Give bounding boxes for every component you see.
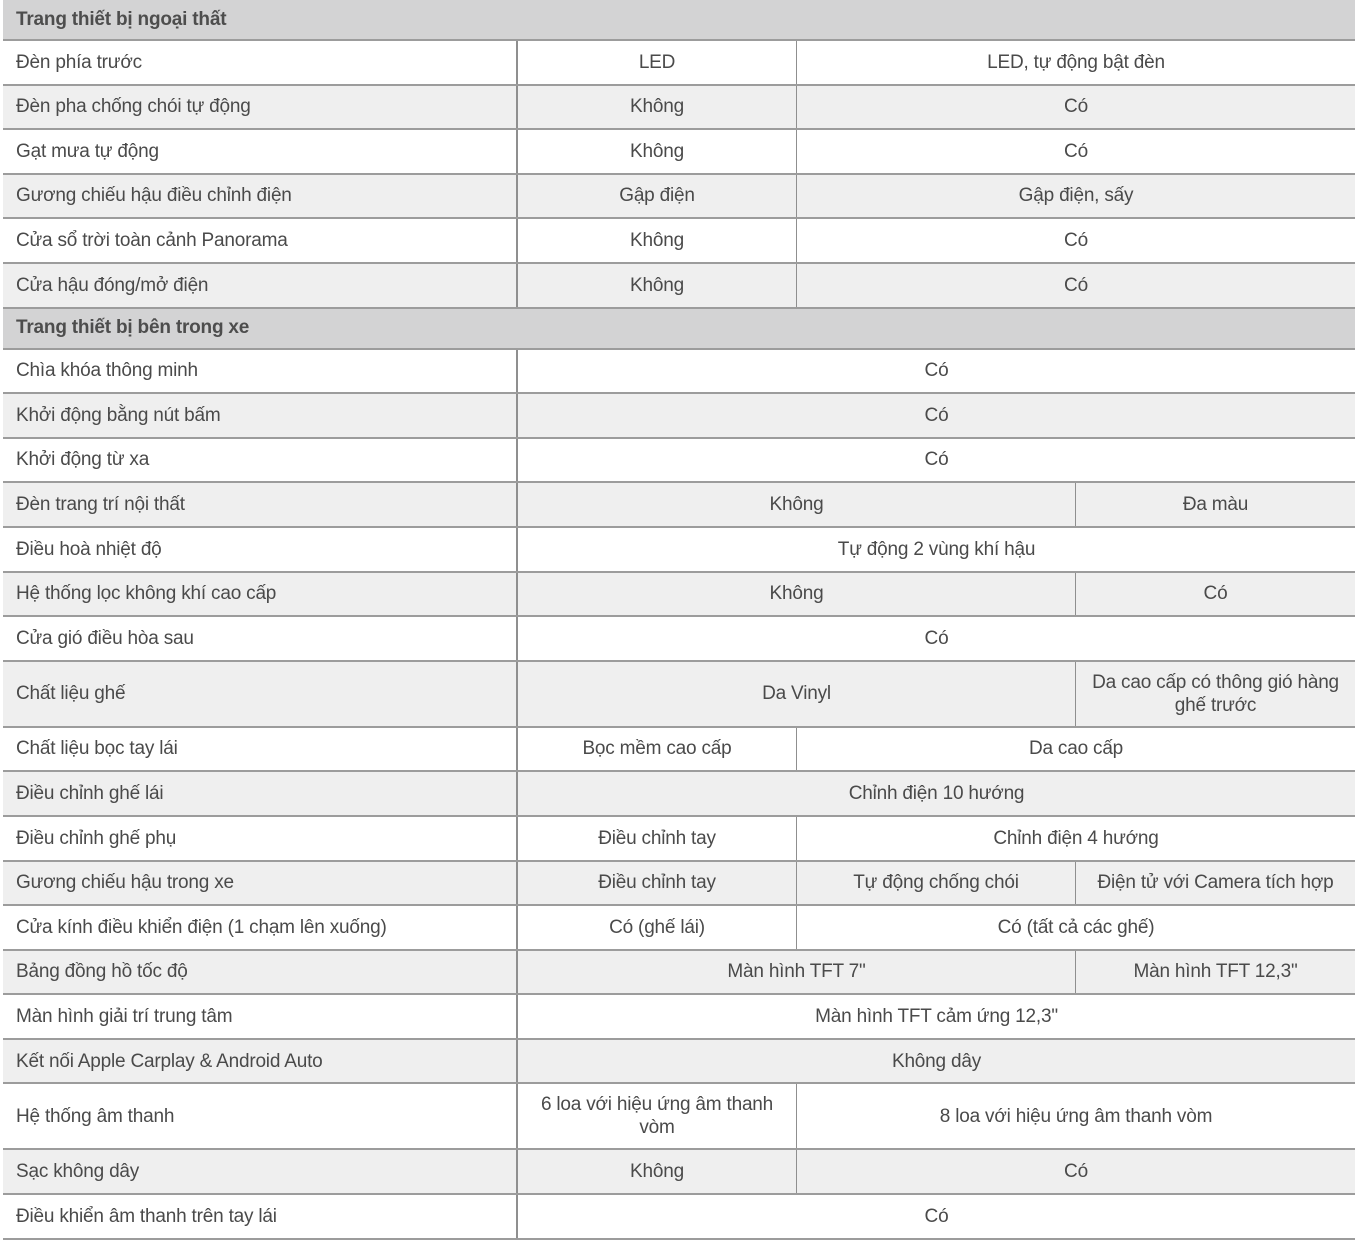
table-row: [3, 439, 1355, 484]
feature-value: Không: [518, 264, 797, 307]
table-row: [3, 817, 1355, 862]
feature-label: Khởi động bằng nút bấm: [3, 394, 518, 437]
feature-value: Có (ghế lái): [518, 906, 797, 949]
table-row: [3, 175, 1355, 220]
feature-label: Gương chiếu hậu điều chỉnh điện: [3, 175, 518, 218]
feature-value: Có: [924, 449, 949, 471]
feature-label: Cửa gió điều hòa sau: [3, 617, 518, 660]
feature-value: Đa màu: [1182, 494, 1249, 516]
section-title: Trang thiết bị bên trong xe: [16, 317, 250, 339]
table-row: [3, 662, 1355, 728]
feature-value: Có: [1203, 583, 1228, 605]
feature-label: Bảng đồng hồ tốc độ: [3, 951, 518, 994]
feature-value: LED, tự động bật đèn: [987, 51, 1165, 73]
feature-value: 6 loa với hiệu ứng âm thanh vòm: [518, 1084, 797, 1148]
feature-label: Điều chỉnh ghế phụ: [3, 817, 518, 860]
table-row: [3, 86, 1355, 131]
feature-value: Da cao cấp có thông gió hàng ghế trước: [1092, 671, 1339, 716]
feature-label: Đèn trang trí nội thất: [3, 483, 518, 526]
feature-value: Không: [518, 86, 797, 129]
feature-value: Chỉnh điện 4 hướng: [993, 827, 1159, 849]
feature-value: Da Vinyl: [518, 662, 1076, 726]
feature-label: Màn hình giải trí trung tâm: [3, 995, 518, 1038]
feature-value: Không: [518, 1150, 797, 1193]
table-row: [3, 130, 1355, 175]
feature-value: Tự động 2 vùng khí hậu: [837, 538, 1036, 560]
table-row: [3, 772, 1355, 817]
feature-value: Điện tử với Camera tích hợp: [1097, 872, 1334, 894]
table-row: [3, 951, 1355, 996]
feature-value: Không: [518, 130, 797, 173]
feature-value: 8 loa với hiệu ứng âm thanh vòm: [939, 1105, 1213, 1127]
section-header-interior: [3, 309, 1355, 350]
feature-value: Có: [924, 404, 949, 426]
table-row: [3, 906, 1355, 951]
feature-label: Sạc không dây: [3, 1150, 518, 1193]
table-row: [3, 219, 1355, 264]
table-row: [3, 394, 1355, 439]
feature-value: Điều chỉnh tay: [518, 862, 797, 905]
table-row: [3, 728, 1355, 773]
feature-value: Tự động chống chói: [797, 862, 1076, 905]
table-row: [3, 573, 1355, 618]
feature-label: Gạt mưa tự động: [3, 130, 518, 173]
table-row: [3, 995, 1355, 1040]
feature-value: Không: [518, 573, 1076, 616]
feature-label: Đèn phía trước: [3, 41, 518, 84]
table-row: [3, 862, 1355, 907]
section-header-exterior: [3, 0, 1355, 41]
feature-label: Chất liệu bọc tay lái: [3, 728, 518, 771]
feature-value: Gập điện: [518, 175, 797, 218]
table-row: [3, 1084, 1355, 1150]
feature-value: Có: [1064, 274, 1088, 296]
feature-label: Chất liệu ghế: [3, 662, 518, 726]
feature-label: Cửa sổ trời toàn cảnh Panorama: [3, 219, 518, 262]
feature-label: Điều chỉnh ghế lái: [3, 772, 518, 815]
section-title: Trang thiết bị ngoại thất: [16, 8, 227, 30]
feature-value: Da cao cấp: [1028, 738, 1124, 760]
feature-label: Đèn pha chống chói tự động: [3, 86, 518, 129]
spec-table: [3, 0, 1355, 1240]
table-row: [3, 1195, 1355, 1240]
feature-value: Có: [1064, 140, 1088, 162]
table-row: [3, 350, 1355, 395]
feature-value: Màn hình TFT cảm ứng 12,3": [815, 1005, 1058, 1027]
table-row: [3, 483, 1355, 528]
feature-label: Hệ thống âm thanh: [3, 1084, 518, 1148]
feature-label: Gương chiếu hậu trong xe: [3, 862, 518, 905]
feature-value: Màn hình TFT 12,3": [1133, 961, 1298, 983]
feature-label: Cửa kính điều khiển điện (1 chạm lên xuống): [3, 906, 518, 949]
feature-value: Có: [924, 360, 949, 382]
table-row: [3, 1040, 1355, 1085]
feature-value: Có: [1064, 230, 1088, 252]
feature-value: Bọc mềm cao cấp: [518, 728, 797, 771]
feature-value: LED: [518, 41, 797, 84]
feature-value: Có (tất cả các ghế): [997, 916, 1155, 938]
table-row: [3, 617, 1355, 662]
feature-value: Điều chỉnh tay: [518, 817, 797, 860]
feature-label: Cửa hậu đóng/mở điện: [3, 264, 518, 307]
feature-value: Có: [924, 627, 949, 649]
feature-label: Kết nối Apple Carplay & Android Auto: [3, 1040, 518, 1083]
feature-value: Màn hình TFT 7": [518, 951, 1076, 994]
feature-label: Điều khiển âm thanh trên tay lái: [3, 1195, 518, 1238]
table-row: [3, 41, 1355, 86]
feature-value: Có: [1064, 96, 1088, 118]
feature-value: Có: [1064, 1161, 1088, 1183]
table-row: [3, 528, 1355, 573]
feature-label: Hệ thống lọc không khí cao cấp: [3, 573, 518, 616]
section-exterior-rows: [3, 41, 1355, 309]
feature-label: Chìa khóa thông minh: [3, 350, 518, 393]
feature-label: Khởi động từ xa: [3, 439, 518, 482]
feature-label: Điều hoà nhiệt độ: [3, 528, 518, 571]
table-row: [3, 1150, 1355, 1195]
table-row: [3, 264, 1355, 309]
feature-value: Không: [518, 219, 797, 262]
feature-value: Có: [924, 1205, 949, 1227]
feature-value: Chỉnh điện 10 hướng: [848, 783, 1025, 805]
feature-value: Không dây: [891, 1050, 982, 1072]
feature-value: Không: [518, 483, 1076, 526]
feature-value: Gập điện, sấy: [1018, 185, 1134, 207]
section-interior-rows: [3, 350, 1355, 1240]
